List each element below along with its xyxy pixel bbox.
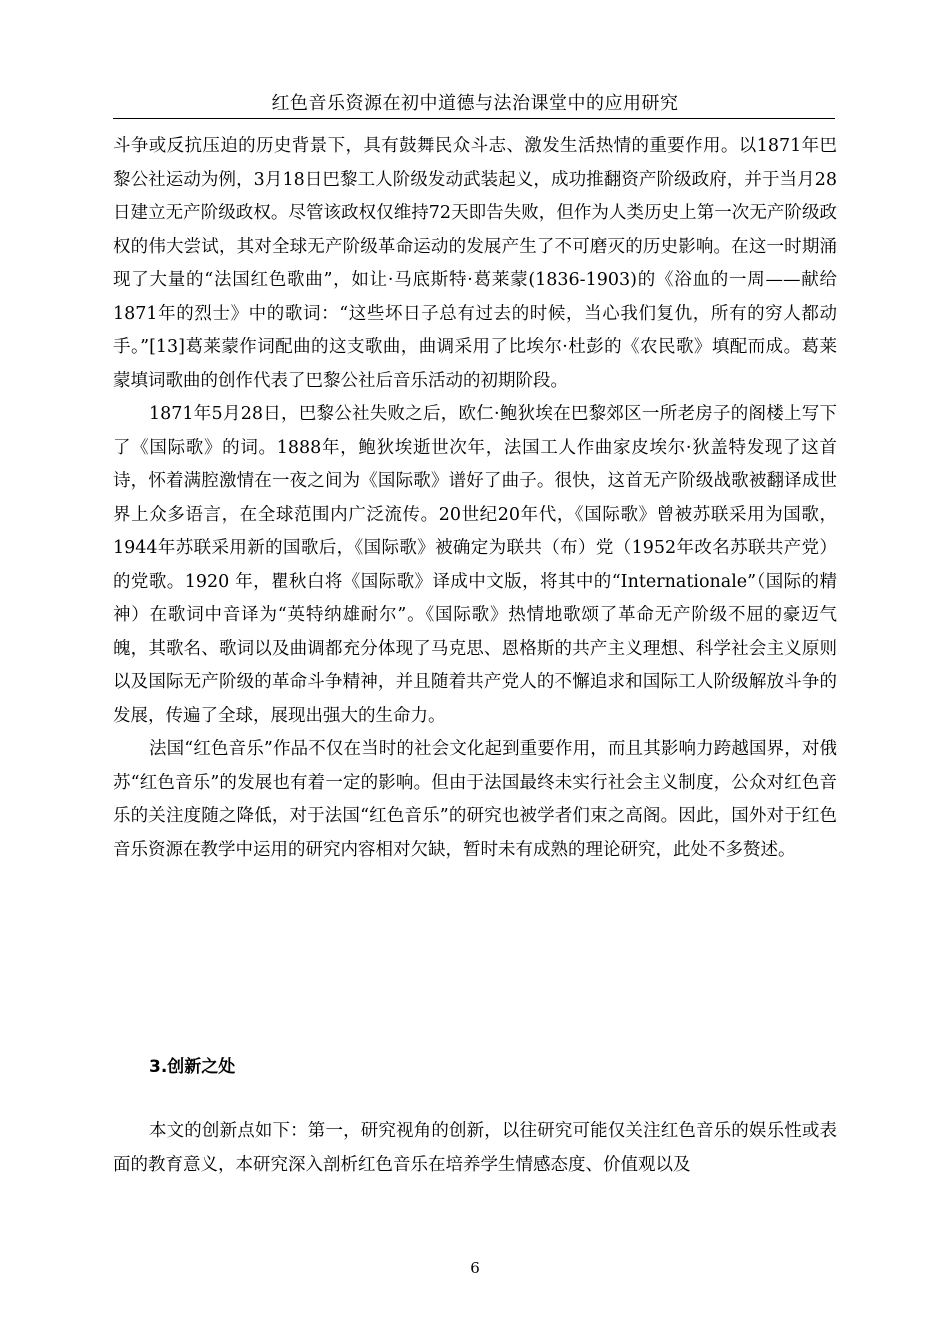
page-number: 6: [470, 1259, 480, 1277]
section-heading: 3.创新之处: [149, 1057, 236, 1077]
section-body: [113, 1115, 837, 1182]
body-text: [113, 130, 837, 867]
header-divider: [113, 118, 835, 119]
paragraph-3: 法国“红色音乐”作品不仅在当时的社会文化起到重要作用，而且其影响力跨越国界，对俄苏“红色音乐”的发展也有着一定的影响。但由于法国最终未实行社会主义制度，公众对红色音乐的关注度随之降低，对于法国“红色音乐”的研究也被学者们束之高阁。因此，国外对于红色音乐资源在教学中运用的研究内容相对欠缺，暂时未有成熟的理论研究，此处不多赘述。: [113, 739, 837, 860]
paragraph-2: 1871年5月28日，巴黎公社失败之后，欧仁·鲍狄埃在巴黎郊区一所老房子的阁楼上写下了《国际歌》的词。1888年，鲍狄埃逝世次年，法国工人作曲家皮埃尔·狄盖特发现了这首诗，怀着满腔激情在一夜之间为《国际歌》谱好了曲子。很快，这首无产阶级战歌被翻译成世界上众多语言，在全球范围内广泛流传。20世纪20年代，《国际歌》曾被苏联采用为国歌，1944年苏联采用新的国歌后，《国际歌》被确定为联共（布）党（1952年改名苏联共产党）的党歌。1920 年，瞿秋白将《国际歌》译成中文版，将其中的“Internationale”（国际的精神）在歌词中音译为“英特纳雄耐尔”。《国际歌》热情地歌颂了革命无产阶级不屈的豪迈气魄，其歌名、歌词以及曲调都充分体现了马克思、恩格斯的共产主义理想、科学社会主义原则以及国际无产阶级的革命斗争精神，并且随着共产党人的不懈追求和国际工人阶级解放斗争的发展，传遍了全球，展现出强大的生命力。: [113, 404, 837, 726]
section-paragraph: 本文的创新点如下：第一，研究视角的创新，以往研究可能仅关注红色音乐的娱乐性或表面的教育意义，本研究深入剖析红色音乐在培养学生情感态度、价值观以及: [113, 1121, 837, 1175]
running-header: 红色音乐资源在初中道德与法治课堂中的应用研究: [271, 93, 679, 114]
paragraph-1: 斗争或反抗压迫的历史背景下，具有鼓舞民众斗志、激发生活热情的重要作用。以1871年巴黎公社运动为例，3月18日巴黎工人阶级发动武装起义，成功推翻资产阶级政府，并于当月28日建立无产阶级政权。尽管该政权仅维持72天即告失败，但作为人类历史上第一次无产阶级政权的伟大尝试，其对全球无产阶级革命运动的发展产生了不可磨灭的历史影响。在这一时期涌现了大量的“法国红色歌曲”，如让·马底斯特·葛莱蒙(1836-1903)的《浴血的一周——献给1871年的烈士》中的歌词：“这些坏日子总有过去的时候，当心我们复仇，所有的穷人都动手。”[13]葛莱蒙作词配曲的这支歌曲，曲调采用了比埃尔·杜彭的《农民歌》填配而成。葛莱蒙填词歌曲的创作代表了巴黎公社后音乐活动的初期阶段。: [113, 136, 837, 391]
